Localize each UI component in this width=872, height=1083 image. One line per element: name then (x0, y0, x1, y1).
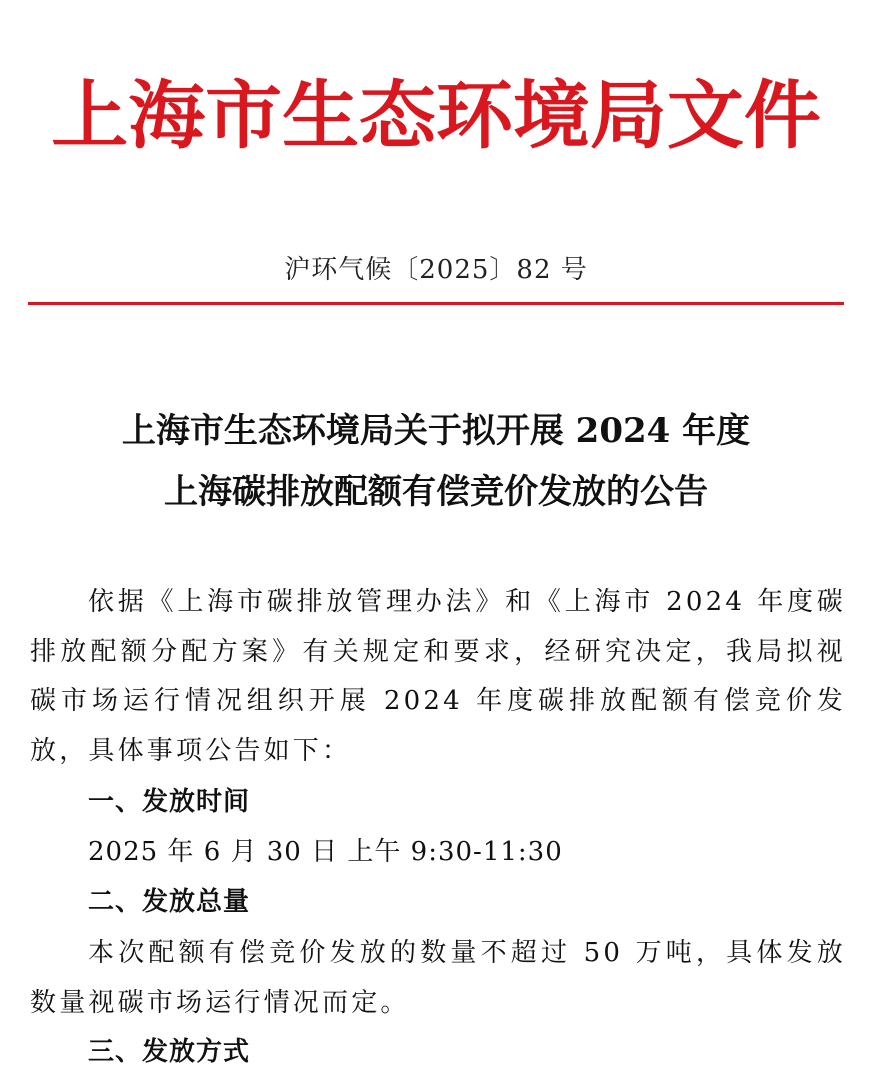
section-heading-issue-time: 一、发放时间 (88, 787, 251, 817)
issue-time-text: 2025 年 6 月 30 日 上午 9:30-11:30 (88, 837, 563, 867)
notice-title-line-2: 上海碳排放配额有偿竞价发放的公告 (164, 472, 708, 512)
notice-title-line-1: 上海市生态环境局关于拟开展 2024 年度 (121, 411, 751, 451)
document-number: 沪环气候〔2025〕82 号 (284, 255, 588, 285)
agency-header-title: 上海市生态环境局文件 (51, 73, 821, 159)
section-heading-total-amount: 二、发放总量 (88, 887, 251, 917)
intro-paragraph: 依据《上海市碳排放管理办法》和《上海市 2024 年度碳排放配额分配方案》有关规定和要求，经研究决定，我局拟视碳市场运行情况组织开展 2024 年度碳排放配额有偿竞价发放，具体事项公告如下： (30, 587, 846, 766)
red-divider-line (28, 302, 844, 305)
section-heading-issue-method: 三、发放方式 (88, 1037, 251, 1067)
total-amount-paragraph: 本次配额有偿竞价发放的数量不超过 50 万吨，具体发放数量视碳市场运行情况而定。 (30, 938, 846, 1018)
